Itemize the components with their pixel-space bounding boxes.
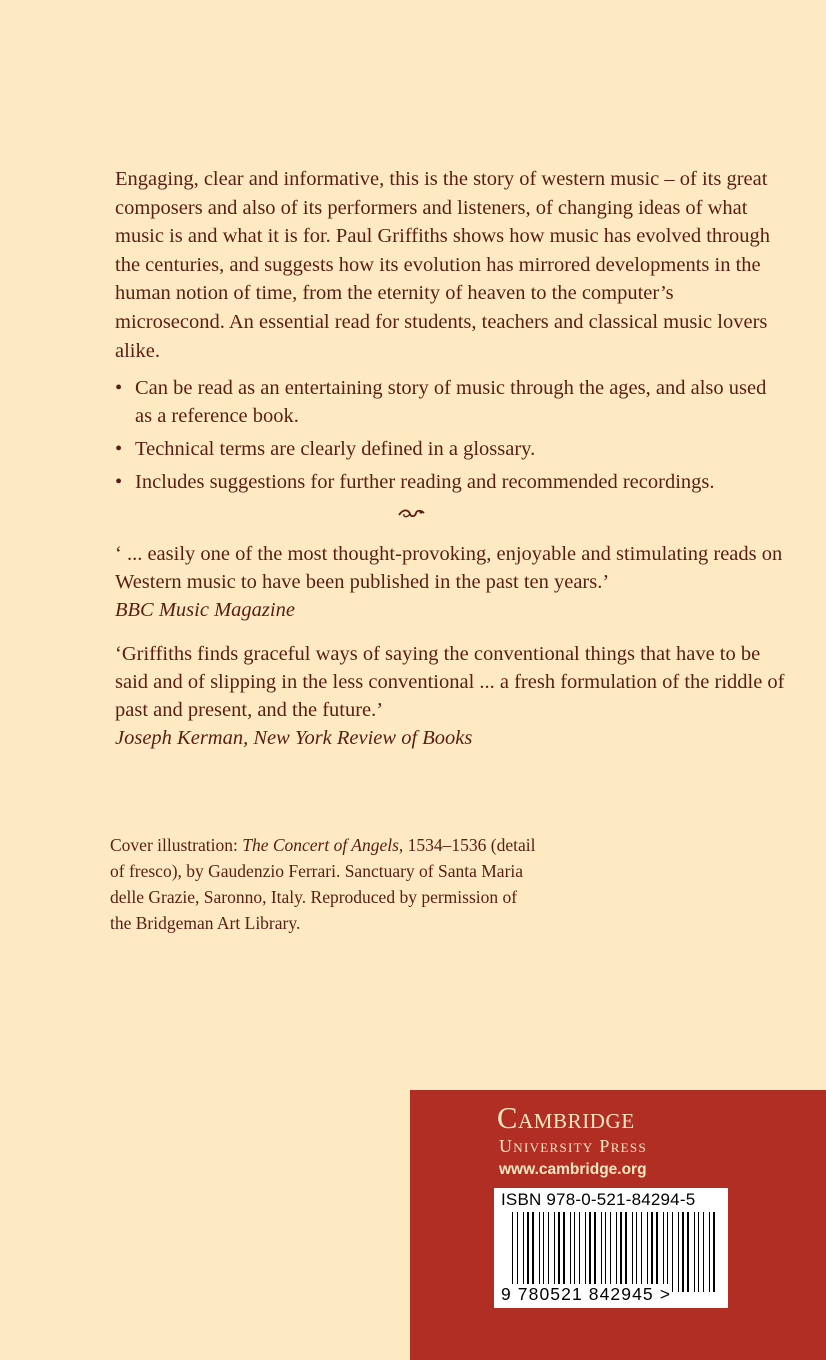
barcode-bar xyxy=(527,1212,529,1284)
barcode-bar xyxy=(605,1212,606,1284)
artwork-title: The Concert of Angels xyxy=(242,835,399,855)
credit-prefix: Cover illustration: xyxy=(110,835,243,855)
barcode-bar xyxy=(698,1212,699,1292)
quote-text: ‘Griffiths finds graceful ways of saying the conventional things that have to be said and of slipping in the less conventional ... a fresh formulation of the riddle of past and present, and the future.’ xyxy=(115,643,785,721)
publisher-url[interactable]: www.cambridge.org xyxy=(499,1161,647,1178)
barcode-bar xyxy=(610,1212,611,1284)
barcode-bar xyxy=(517,1212,518,1292)
barcode-bar xyxy=(687,1212,689,1292)
blurb-paragraph: Engaging, clear and informative, this is the story of western music – of its great composers and also of its performers and listeners, of changing ideas of what music is and what it is for. Paul Griffiths shows how music has evolved through the centuries, and suggests how its evolution has mirrored developments in the human notion of time, from the eternity of heaven to the computer’s microsecond. An essential read for students, teachers and classical music lovers alike. xyxy=(115,168,770,362)
publisher-panel xyxy=(410,1090,826,1360)
feature-list xyxy=(115,374,775,501)
publisher-name: Cambridge xyxy=(497,1101,635,1135)
barcode-bar xyxy=(594,1212,596,1284)
barcode-bar xyxy=(543,1212,544,1284)
barcode-bar xyxy=(548,1212,549,1284)
barcode-bar xyxy=(585,1212,586,1284)
review-quote xyxy=(115,540,785,624)
barcode-bar xyxy=(641,1212,642,1284)
barcode-bar xyxy=(656,1212,658,1284)
isbn-barcode xyxy=(494,1188,728,1308)
barcode-bar xyxy=(523,1212,524,1284)
barcode-bar xyxy=(703,1212,704,1292)
barcode-bar xyxy=(713,1212,715,1292)
barcode-bar xyxy=(616,1212,617,1284)
barcode-bar xyxy=(647,1212,648,1284)
publisher-subtitle: University Press xyxy=(499,1136,647,1156)
quote-source: BBC Music Magazine xyxy=(115,599,295,621)
barcode-bar xyxy=(574,1212,575,1284)
barcode-bar xyxy=(601,1212,602,1284)
barcode-bar xyxy=(512,1212,513,1292)
feature-item: • Technical terms are clearly defined in a glossary. xyxy=(115,435,775,463)
barcode-digits: 9 780521 842945 > xyxy=(501,1284,672,1304)
cover-credit xyxy=(110,832,540,936)
barcode-bar xyxy=(651,1212,653,1284)
isbn-label: ISBN 978-0-521-84294-5 xyxy=(501,1190,696,1209)
barcode-bar xyxy=(625,1212,627,1284)
barcode-bar xyxy=(558,1212,560,1284)
barcode-bar xyxy=(636,1212,637,1284)
barcode-bar xyxy=(682,1212,684,1292)
barcode-bar xyxy=(632,1212,633,1284)
feature-item: • Includes suggestions for further reading and recommended recordings. xyxy=(115,468,775,496)
quote-source: Joseph Kerman, New York Review of Books xyxy=(115,727,473,749)
barcode-bar xyxy=(579,1212,580,1284)
credit-details: , 1534–1536 (detail of fresco), by Gaudenzio Ferrari. Sanctuary of Santa Maria delle Grazie, Saronno, Italy. Reproduced by permission of the Bridgeman Art Library. xyxy=(110,835,536,933)
barcode-bar xyxy=(539,1212,540,1284)
barcode-bar xyxy=(620,1212,622,1284)
barcode-bar xyxy=(563,1212,565,1284)
review-quote xyxy=(115,640,785,752)
barcode-bar xyxy=(694,1212,695,1292)
barcode-bar xyxy=(589,1212,591,1292)
barcode-bar xyxy=(678,1212,679,1292)
barcode-bar xyxy=(532,1212,534,1284)
quote-text: ‘ ... easily one of the most thought-provoking, enjoyable and stimulating reads on Western music to have been published in the past ten years.’ xyxy=(115,543,783,593)
barcode-bar xyxy=(667,1212,668,1292)
barcode-bar xyxy=(709,1212,710,1292)
feature-item: • Can be read as an entertaining story of music through the ages, and also used as a reference book. xyxy=(115,374,775,430)
barcode-bar xyxy=(554,1212,555,1284)
barcode-bar xyxy=(570,1212,571,1284)
barcode-bar xyxy=(672,1212,673,1292)
fleuron-icon xyxy=(397,505,427,521)
barcode-bar xyxy=(663,1212,664,1284)
